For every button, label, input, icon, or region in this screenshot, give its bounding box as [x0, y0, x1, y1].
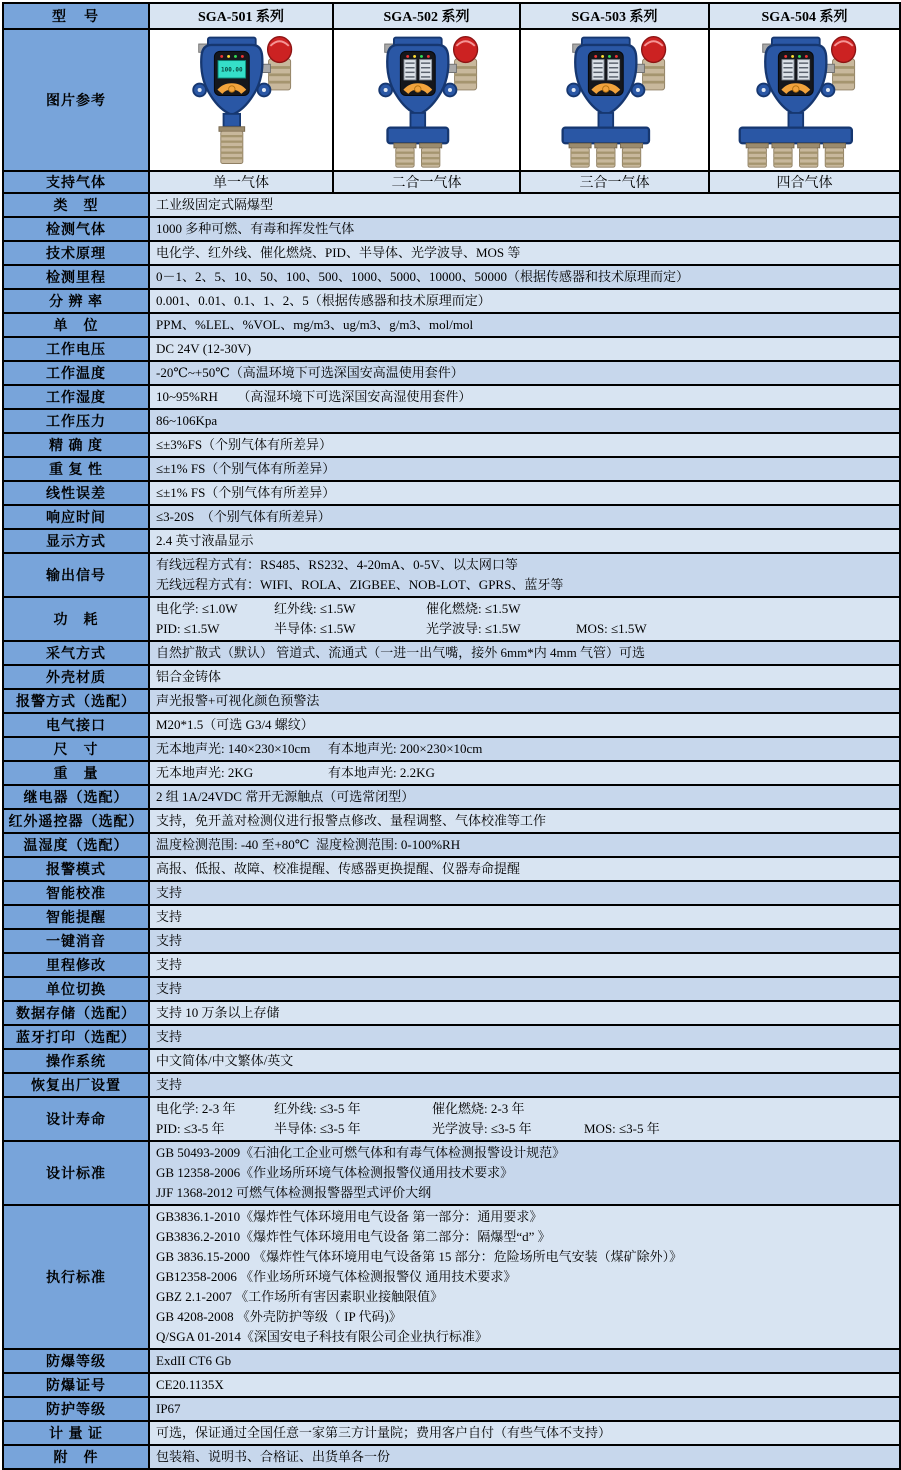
product-illustration-SGA-503	[533, 33, 697, 169]
spec-value-line: 中文简体/中文繁体/英文	[156, 1053, 294, 1068]
spec-value-line: 自然扩散式（默认） 管道式、流通式（一进一出气嘴，接外 6mm*内 4mm 气管）可选	[156, 645, 645, 660]
spec-row-value	[149, 505, 900, 529]
spec-row-value	[149, 785, 900, 809]
spec-row-value	[149, 977, 900, 1001]
spec-row-value	[149, 1397, 900, 1421]
spec-value-line: PID: ≤1.5W 半导体: ≤1.5W 光学波导: ≤1.5W MOS: ≤1.5W	[156, 621, 647, 636]
spec-row-value	[149, 409, 900, 433]
spec-value-line: GB 50493-2009《石油化工企业可燃气体和有毒气体检测报警设计规范》	[156, 1145, 566, 1160]
spec-row-label: 外壳材质	[3, 665, 149, 689]
spec-row-value	[149, 1141, 900, 1205]
spec-row	[3, 385, 900, 409]
spec-row-value	[149, 713, 900, 737]
model-header-4: SGA-504 系列	[709, 3, 900, 29]
spec-value-line: 支持	[156, 981, 183, 996]
spec-row-value	[149, 665, 900, 689]
spec-row-label: 报警方式（选配）	[3, 689, 149, 713]
sensor-manifold	[562, 128, 648, 144]
spec-row	[3, 193, 900, 217]
spec-value-line: 有线远程方式有：RS485、RS232、4-20mA、0-5V、以太网口等	[156, 557, 518, 572]
spec-row	[3, 433, 900, 457]
spec-row	[3, 505, 900, 529]
spec-row-label: 里程修改	[3, 953, 149, 977]
spec-value-line: ≤±1% FS（个别气体有所差异）	[156, 485, 336, 500]
spec-row	[3, 1445, 900, 1469]
spec-row-label: 电气接口	[3, 713, 149, 737]
alarm-beacon	[268, 37, 292, 90]
spec-row	[3, 241, 900, 265]
spec-value-line: ≤±1% FS（个别气体有所差异）	[156, 461, 336, 476]
spec-row	[3, 289, 900, 313]
spec-row-label: 继电器（选配）	[3, 785, 149, 809]
spec-value-line: 铝合金铸体	[156, 669, 222, 684]
spec-value-line: 声光报警+可视化颜色预警法	[156, 693, 320, 708]
spec-row-label: 显示方式	[3, 529, 149, 553]
product-image-row	[3, 29, 900, 171]
spec-row-value	[149, 529, 900, 553]
status-led	[227, 55, 230, 58]
spec-value-line: 电化学: 2-3 年 红外线: ≤3-5 年 催化燃烧: 2-3 年	[156, 1101, 525, 1116]
supported-gas-value-3: 三合一气体	[520, 171, 709, 193]
spec-row	[3, 361, 900, 385]
spec-value-line: 工业级固定式隔爆型	[156, 197, 274, 212]
spec-row	[3, 409, 900, 433]
spec-value-line: ≤3-20S （个别气体有所差异）	[156, 509, 331, 524]
spec-row-label: 分 辨 率	[3, 289, 149, 313]
spec-value-line: ≤±3%FS（个别气体有所差异）	[156, 437, 333, 452]
product-illustration-SGA-502	[345, 33, 509, 169]
spec-row	[3, 833, 900, 857]
spec-row-label: 功 耗	[3, 597, 149, 641]
spec-value-line: GBZ 2.1-2007 《工作场所有害因素职业接触限值》	[156, 1289, 444, 1304]
product-image-cell-SGA-503	[520, 29, 709, 171]
status-led	[426, 55, 429, 58]
spec-row-label: 防爆等级	[3, 1349, 149, 1373]
alarm-beacon	[831, 37, 855, 90]
spec-row	[3, 1205, 900, 1349]
row-label-model: 型 号	[3, 3, 149, 29]
spec-row-value	[149, 361, 900, 385]
spec-row-value	[149, 689, 900, 713]
spec-value-line: 支持	[156, 957, 183, 972]
product-illustration-SGA-501	[159, 33, 323, 169]
spec-value-line: 支持	[156, 1029, 183, 1044]
row-label-image-reference: 图片参考	[3, 29, 149, 171]
spec-row-label: 红外遥控器（选配）	[3, 809, 149, 833]
spec-row-value	[149, 1097, 900, 1141]
spec-row	[3, 265, 900, 289]
supported-gas-row	[3, 171, 900, 193]
spec-value-line: 电化学、红外线、催化燃烧、PID、半导体、光学波导、MOS 等	[156, 245, 521, 260]
spec-row-label: 采气方式	[3, 641, 149, 665]
spec-row-value	[149, 1421, 900, 1445]
spec-row-value	[149, 929, 900, 953]
keypad-center-button	[229, 86, 235, 92]
spec-row-value	[149, 433, 900, 457]
spec-row	[3, 553, 900, 597]
spec-row-label: 检测里程	[3, 265, 149, 289]
spec-row-label: 温湿度（选配）	[3, 833, 149, 857]
spec-row-label: 设计寿命	[3, 1097, 149, 1141]
spec-row-label: 数据存储（选配）	[3, 1001, 149, 1025]
spec-row-label: 单 位	[3, 313, 149, 337]
spec-row-label: 重 复 性	[3, 457, 149, 481]
spec-row-value	[149, 905, 900, 929]
spec-row	[3, 1097, 900, 1141]
supported-gas-value-1: 单一气体	[149, 171, 333, 193]
product-illustration-SGA-504	[723, 33, 887, 169]
spec-value-line: ExdII CT6 Gb	[156, 1353, 232, 1368]
spec-row-value	[149, 1205, 900, 1349]
status-led	[406, 55, 409, 58]
spec-row-value	[149, 337, 900, 361]
spec-row-value	[149, 553, 900, 597]
spec-row	[3, 857, 900, 881]
brass-sensor	[594, 143, 616, 167]
spec-value-line: 支持	[156, 909, 183, 924]
spec-row	[3, 809, 900, 833]
spec-value-line: 支持	[156, 933, 183, 948]
keypad-center-button	[414, 86, 420, 92]
spec-value-line: DC 24V (12-30V)	[156, 341, 252, 356]
status-led	[608, 55, 611, 58]
spec-row	[3, 641, 900, 665]
sensor-manifold	[387, 128, 448, 144]
status-led	[614, 55, 617, 58]
spec-value-line: 高报、低报、故障、校准提醒、传感器更换提醒、仪器寿命提醒	[156, 861, 521, 876]
spec-value-line: 2 组 1A/24VDC 常开无源触点（可选常闭型）	[156, 789, 415, 804]
spec-value-line: 无线远程方式有：WIFI、ROLA、ZIGBEE、NOB-LOT、GPRS、蓝牙等	[156, 577, 564, 592]
supported-gas-value-4: 四合气体	[709, 171, 900, 193]
spec-row-label: 重 量	[3, 761, 149, 785]
spec-value-line: GB3836.1-2010《爆炸性气体环境用电气设备 第一部分：通用要求》	[156, 1209, 543, 1224]
status-led	[413, 55, 416, 58]
spec-row	[3, 905, 900, 929]
spec-row	[3, 665, 900, 689]
spec-row-value	[149, 1373, 900, 1397]
spec-row	[3, 1397, 900, 1421]
spec-row-label: 蓝牙打印（选配）	[3, 1025, 149, 1049]
spec-row-label: 响应时间	[3, 505, 149, 529]
spec-value-line: 温度检测范围: -40 至+80℃ 湿度检测范围: 0-100%RH	[156, 837, 461, 852]
spec-row	[3, 1025, 900, 1049]
spec-value-line: 支持	[156, 1077, 183, 1092]
brass-sensor	[393, 143, 415, 167]
spec-value-line: IP67	[156, 1401, 181, 1416]
spec-row	[3, 785, 900, 809]
spec-row-value	[149, 1445, 900, 1469]
model-header-2: SGA-502 系列	[333, 3, 520, 29]
spec-row-label: 线性误差	[3, 481, 149, 505]
spec-row-label: 工作电压	[3, 337, 149, 361]
spec-row	[3, 1001, 900, 1025]
spec-row-value	[149, 857, 900, 881]
spec-value-line: GB 3836.15-2000 《爆炸性气体环境用电气设备第 15 部分：危险场所电气安装（煤矿除外）》	[156, 1249, 683, 1264]
supported-gas-value-2: 二合一气体	[333, 171, 520, 193]
row-label-supported-gas: 支持气体	[3, 171, 149, 193]
spec-value-line: 无本地声光: 2KG 有本地声光: 2.2KG	[156, 765, 435, 780]
status-led	[601, 55, 604, 58]
brass-sensor	[219, 127, 245, 164]
spec-value-line: 可选，保证通过全国任意一家第三方计量院；费用客户自付（有些气体不支持）	[156, 1425, 612, 1440]
spec-row-value	[149, 1025, 900, 1049]
spec-row-label: 精 确 度	[3, 433, 149, 457]
brass-sensor	[419, 143, 441, 167]
spec-value-line: GB3836.2-2010《爆炸性气体环境用电气设备 第二部分：隔爆型“d” 》	[156, 1229, 551, 1244]
spec-value-line: 支持 10 万条以上存储	[156, 1005, 280, 1020]
spec-row-value	[149, 241, 900, 265]
spec-value-line: 0.001、0.01、0.1、1、2、5（根据传感器和技术原理而定）	[156, 293, 491, 308]
spec-row-label: 工作温度	[3, 361, 149, 385]
spec-row	[3, 881, 900, 905]
product-image-cell-SGA-501	[149, 29, 333, 171]
spec-value-line: 包装箱、说明书、合格证、出货单各一份	[156, 1449, 391, 1464]
spec-row-label: 报警模式	[3, 857, 149, 881]
spec-row-value	[149, 737, 900, 761]
spec-value-line: GB 4208-2008 《外壳防护等级（ IP 代码)》	[156, 1309, 402, 1324]
spec-row	[3, 1141, 900, 1205]
keypad-center-button	[602, 86, 608, 92]
spec-row	[3, 1049, 900, 1073]
spec-value-line: GB12358-2006 《作业场所环境气体检测报警仪 通用技术要求》	[156, 1269, 517, 1284]
spec-row-label: 智能校准	[3, 881, 149, 905]
spec-row-value	[149, 597, 900, 641]
spec-row-value	[149, 641, 900, 665]
spec-row-value	[149, 457, 900, 481]
model-header-1: SGA-501 系列	[149, 3, 333, 29]
brass-sensor	[746, 143, 768, 167]
spec-row-value	[149, 193, 900, 217]
status-led	[594, 55, 597, 58]
spec-row	[3, 737, 900, 761]
keypad-center-button	[792, 86, 798, 92]
spec-row-label: 尺 寸	[3, 737, 149, 761]
lcd-reading: 100.00	[221, 66, 243, 74]
status-led	[798, 55, 801, 58]
spec-value-line: 电化学: ≤1.0W 红外线: ≤1.5W 催化燃烧: ≤1.5W	[156, 601, 521, 616]
spec-table	[2, 2, 901, 1470]
spec-value-line: PID: ≤3-5 年 半导体: ≤3-5 年 光学波导: ≤3-5 年 MOS: ≤3-5 年	[156, 1121, 660, 1136]
spec-row-value	[149, 1049, 900, 1073]
spec-row-label: 类 型	[3, 193, 149, 217]
spec-row-value	[149, 217, 900, 241]
spec-row-label: 工作湿度	[3, 385, 149, 409]
spec-value-line: 支持	[156, 885, 183, 900]
spec-row-value	[149, 481, 900, 505]
spec-row-label: 执行标准	[3, 1205, 149, 1349]
spec-row	[3, 217, 900, 241]
spec-row	[3, 1349, 900, 1373]
spec-value-line: GB 12358-2006《作业场所环境气体检测报警仪通用技术要求》	[156, 1165, 514, 1180]
spec-row	[3, 713, 900, 737]
spec-value-line: 86~106Kpa	[156, 413, 218, 428]
spec-row-label: 附 件	[3, 1445, 149, 1469]
spec-row-label: 智能提醒	[3, 905, 149, 929]
spec-row-label: 输出信号	[3, 553, 149, 597]
status-led	[234, 55, 237, 58]
status-led	[220, 55, 223, 58]
product-image-cell-SGA-504	[709, 29, 900, 171]
spec-row	[3, 1373, 900, 1397]
alarm-beacon	[453, 37, 477, 90]
spec-row-value	[149, 881, 900, 905]
brass-sensor	[620, 143, 642, 167]
spec-row-value	[149, 761, 900, 785]
spec-row-label: 防护等级	[3, 1397, 149, 1421]
brass-sensor	[823, 143, 845, 167]
product-image-cell-SGA-502	[333, 29, 520, 171]
spec-row-value	[149, 313, 900, 337]
spec-row-value	[149, 289, 900, 313]
alarm-beacon	[641, 37, 665, 90]
spec-row-label: 计 量 证	[3, 1421, 149, 1445]
spec-row	[3, 1073, 900, 1097]
spec-row-label: 一键消音	[3, 929, 149, 953]
spec-value-line: 无本地声光: 140×230×10cm 有本地声光: 200×230×10cm	[156, 741, 483, 756]
status-led	[804, 55, 807, 58]
spec-value-line: PPM、%LEL、%VOL、mg/m3、ug/m3、g/m3、mol/mol	[156, 317, 474, 332]
spec-row	[3, 597, 900, 641]
spec-value-line: -20℃~+50℃（高温环境下可选深国安高温使用套件）	[156, 365, 464, 380]
spec-value-line: 支持，免开盖对检测仪进行报警点修改、量程调整、气体校准等工作	[156, 813, 547, 828]
spec-row-label: 检测气体	[3, 217, 149, 241]
spec-value-line: Q/SGA 01-2014《深国安电子科技有限公司企业执行标准》	[156, 1329, 488, 1344]
brass-sensor	[771, 143, 793, 167]
spec-row	[3, 337, 900, 361]
spec-row	[3, 953, 900, 977]
spec-row-label: 设计标准	[3, 1141, 149, 1205]
spec-value-line: M20*1.5（可选 G3/4 螺纹）	[156, 717, 314, 732]
spec-row-label: 工作压力	[3, 409, 149, 433]
model-header-3: SGA-503 系列	[520, 3, 709, 29]
spec-row-label: 技术原理	[3, 241, 149, 265]
spec-row	[3, 761, 900, 785]
spec-row	[3, 929, 900, 953]
spec-row-label: 防爆证号	[3, 1373, 149, 1397]
spec-value-line: 2.4 英寸液晶显示	[156, 533, 254, 548]
spec-value-line: 1000 多种可燃、有毒和挥发性气体	[156, 221, 355, 236]
spec-row	[3, 481, 900, 505]
spec-row	[3, 977, 900, 1001]
brass-sensor	[569, 143, 591, 167]
status-led	[791, 55, 794, 58]
spec-row-value	[149, 1073, 900, 1097]
spec-row-value	[149, 385, 900, 409]
spec-row-label: 操作系统	[3, 1049, 149, 1073]
spec-row-label: 单位切换	[3, 977, 149, 1001]
spec-row-value	[149, 265, 900, 289]
spec-value-line: 10~95%RH （高湿环境下可选深国安高湿使用套件）	[156, 389, 472, 404]
sensor-manifold	[739, 128, 851, 144]
status-led	[420, 55, 423, 58]
spec-value-line: CE20.1135X	[156, 1377, 224, 1392]
brass-sensor	[797, 143, 819, 167]
spec-row-value	[149, 1001, 900, 1025]
spec-value-line: 0－1、2、5、10、50、100、500、1000、5000、10000、50000（根据传感器和技术原理而定）	[156, 269, 690, 284]
status-led	[241, 55, 244, 58]
spec-row	[3, 529, 900, 553]
spec-value-line: JJF 1368-2012 可燃气体检测报警器型式评价大纲	[156, 1185, 432, 1200]
spec-row-value	[149, 953, 900, 977]
model-header-row	[3, 3, 900, 29]
spec-row	[3, 689, 900, 713]
spec-row	[3, 1421, 900, 1445]
spec-row-value	[149, 1349, 900, 1373]
status-led	[784, 55, 787, 58]
spec-row-value	[149, 809, 900, 833]
spec-row-value	[149, 833, 900, 857]
spec-row-label: 恢复出厂设置	[3, 1073, 149, 1097]
spec-row	[3, 313, 900, 337]
spec-row	[3, 457, 900, 481]
